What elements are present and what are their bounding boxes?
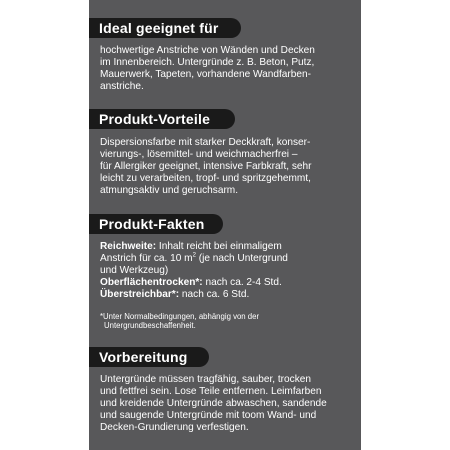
info-panel: [89, 0, 361, 450]
text-line: im Innenbereich. Untergründe z. B. Beton, Putz,: [100, 56, 315, 68]
text-line: und fettfrei sein. Lose Teile entfernen. Leimfarben: [100, 385, 322, 397]
section-heading: Produkt-Vorteile: [89, 109, 235, 129]
text-line: Decken-Grundierung verfestigen.: [100, 421, 249, 433]
fact-value: Inhalt reicht bei einmaligem: [156, 241, 282, 252]
footnote-line: Untergrundbeschaffenheit.: [104, 321, 196, 331]
text-line: atmungsaktiv und geruchsarm.: [100, 184, 239, 196]
fact-value: Anstrich für ca. 10 m: [100, 252, 193, 264]
fact-value: (je nach Untergrund: [195, 252, 288, 264]
section-text: [100, 374, 358, 434]
text-line: vierungs-, lösemittel- und weichmacherfrei –: [100, 148, 298, 160]
text-line: und saugende Untergründe mit toom Wand- und: [100, 409, 317, 421]
text-line: Dispersionsfarbe mit starker Deckkraft, konser-: [100, 137, 311, 148]
fact-ueberstreichbar: [100, 289, 358, 301]
text-line: leicht zu verarbeiten, tropf- und spritzgehemmt,: [100, 172, 311, 184]
superscript: 2: [192, 252, 196, 259]
fact-reichweite-cont: [100, 253, 358, 265]
fact-label: Überstreichbar*:: [100, 288, 180, 300]
fact-reichweite-cont: und Werkzeug): [100, 264, 169, 276]
text-line: hochwertige Anstriche von Wänden und Decken: [100, 45, 315, 56]
text-line: Untergründe müssen tragfähig, sauber, trocken: [100, 374, 311, 385]
text-line: für Allergiker geeignet, intensive Farbkraft, sehr: [100, 160, 312, 172]
fact-label: Oberflächentrocken*:: [100, 276, 203, 288]
fact-value: nach ca. 2-4 Std.: [202, 276, 282, 288]
footnote-line: *Unter Normalbedingungen, abhängig von der: [100, 312, 260, 321]
fact-label: Reichweite:: [100, 241, 157, 252]
section-heading: Vorbereitung: [89, 347, 209, 367]
section-text: [100, 137, 358, 197]
text-line: anstriche.: [100, 80, 144, 92]
fact-reichweite: [100, 241, 358, 253]
section-text: [100, 241, 358, 301]
section-heading: Ideal geeignet für: [89, 18, 241, 38]
section-text: [100, 45, 358, 93]
footnote: [100, 312, 358, 330]
fact-value: nach ca. 6 Std.: [179, 288, 250, 300]
text-line: und kreidende Untergründe abwaschen, sandende: [100, 397, 327, 409]
text-line: Mauerwerk, Tapeten, vorhandene Wandfarben-: [100, 68, 311, 80]
section-heading: Produkt-Fakten: [89, 214, 223, 234]
fact-oberflaechentrocken: [100, 277, 358, 289]
